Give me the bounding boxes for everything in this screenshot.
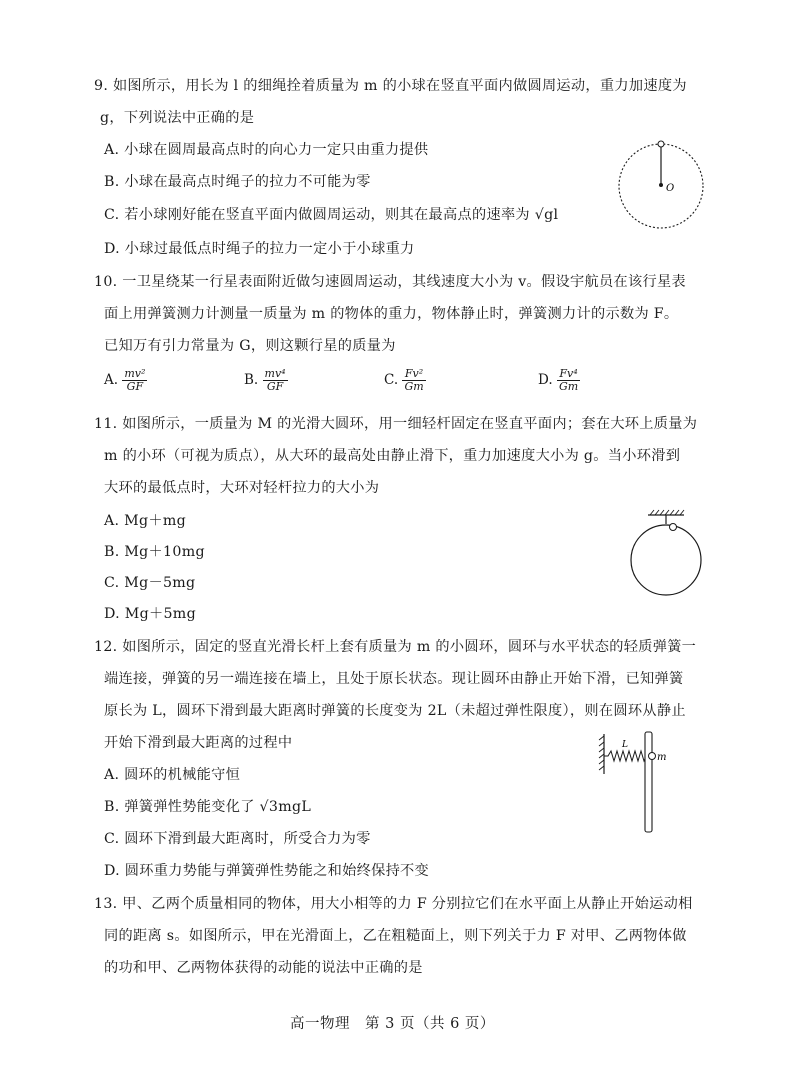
q12-stem-line4: 开始下滑到最大距离的过程中 bbox=[104, 735, 293, 751]
q10-stem-line2: 面上用弹簧测力计测量一质量为 m 的物体的重力，物体静止时，弹簧测力计的示数为 F。 bbox=[104, 306, 679, 322]
q10-option-a: A. $\frac{\text{mv²}}{GF}$ bbox=[104, 367, 146, 393]
q10-stem-line1: 10. 一卫星绕某一行星表面附近做匀速圆周运动，其线速度大小为 v。假设宇航员在该行星表 bbox=[94, 274, 686, 290]
q9-option-a: A. 小球在圆周最高点时的向心力一定只由重力提供 bbox=[104, 142, 429, 158]
q11-stem-line2: m 的小环（可视为质点），从大环的最高处由静止滑下，重力加速度大小为 g。当小环滑到 bbox=[104, 448, 681, 464]
q12-stem-line3: 原长为 L，圆环下滑到最大距离时弹簧的长度变为 2L（未超过弹性限度），则在圆环从静止 bbox=[104, 703, 686, 719]
q9-option-d: D. 小球过最低点时绳子的拉力一定小于小球重力 bbox=[104, 241, 415, 257]
q11-option-a: A. Mg＋mg bbox=[104, 513, 186, 529]
q12-option-c: C. 圆环下滑到最大距离时，所受合力为零 bbox=[104, 831, 371, 847]
q13-stem-line2: 同的距离 s。如图所示，甲在光滑面上，乙在粗糙面上，则下列关于力 F 对甲、乙两物体做 bbox=[104, 928, 687, 944]
q11-ring-figure bbox=[628, 505, 718, 605]
q12-figure-label-m: m bbox=[657, 752, 667, 763]
q9-option-b: B. 小球在最高点时绳子的拉力不可能为零 bbox=[104, 174, 371, 190]
q10-option-c: C. $\frac{\text{Fv²}}{Gm}$ bbox=[384, 367, 424, 393]
q10-option-b: B. $\frac{\text{mv⁴}}{GF}$ bbox=[244, 367, 286, 393]
page-footer: 高一物理 第 3 页（共 6 页） bbox=[290, 1016, 495, 1032]
q9-option-c: C. 若小球刚好能在竖直平面内做圆周运动，则其在最高点的速率为 √gl bbox=[104, 207, 559, 223]
q9-stem-line1: 9. 如图所示，用长为 l 的细绳拴着质量为 m 的小球在竖直平面内做圆周运动，重力加速度为 bbox=[94, 78, 687, 94]
q10-stem-line3: 已知万有引力常量为 G，则这颗行星的质量为 bbox=[104, 338, 396, 354]
q12-stem-line1: 12. 如图所示，固定的竖直光滑长杆上套有质量为 m 的小圆环，圆环与水平状态的轻质弹簧一 bbox=[94, 639, 697, 655]
q12-stem-line2: 端连接，弹簧的另一端连接在墙上，且处于原长状态。现让圆环由静止开始下滑，已知弹簧 bbox=[104, 671, 684, 687]
q9-stem-line2: g，下列说法中正确的是 bbox=[100, 110, 255, 126]
q12-option-b: B. 弹簧弹性势能变化了 √3mgL bbox=[104, 799, 312, 815]
q12-option-d: D. 圆环重力势能与弹簧弹性势能之和始终保持不变 bbox=[104, 863, 430, 879]
q9-figure-label-o: O bbox=[666, 183, 675, 194]
q12-option-a: A. 圆环的机械能守恒 bbox=[104, 767, 241, 783]
q12-figure-label-l: L bbox=[622, 740, 628, 750]
q11-stem-line1: 11. 如图所示，一质量为 M 的光滑大圆环，用一细轻杆固定在竖直平面内；套在大环上质量为 bbox=[94, 416, 698, 432]
q13-stem-line3: 的功和甲、乙两物体获得的动能的说法中正确的是 bbox=[104, 960, 423, 976]
q10-option-d: D. $\frac{\text{Fv⁴}}{Gm}$ bbox=[538, 367, 579, 393]
q11-option-b: B. Mg＋10mg bbox=[104, 544, 205, 560]
q11-option-d: D. Mg＋5mg bbox=[104, 606, 196, 622]
q9-circle-figure bbox=[614, 136, 714, 236]
q12-spring-figure bbox=[594, 726, 684, 836]
q11-stem-line3: 大环的最低点时，大环对轻杆拉力的大小为 bbox=[104, 480, 380, 496]
q11-option-c: C. Mg－5mg bbox=[104, 575, 196, 591]
q13-stem-line1: 13. 甲、乙两个质量相同的物体，用大小相等的力 F 分别拉它们在水平面上从静止开始运动相 bbox=[94, 896, 693, 912]
